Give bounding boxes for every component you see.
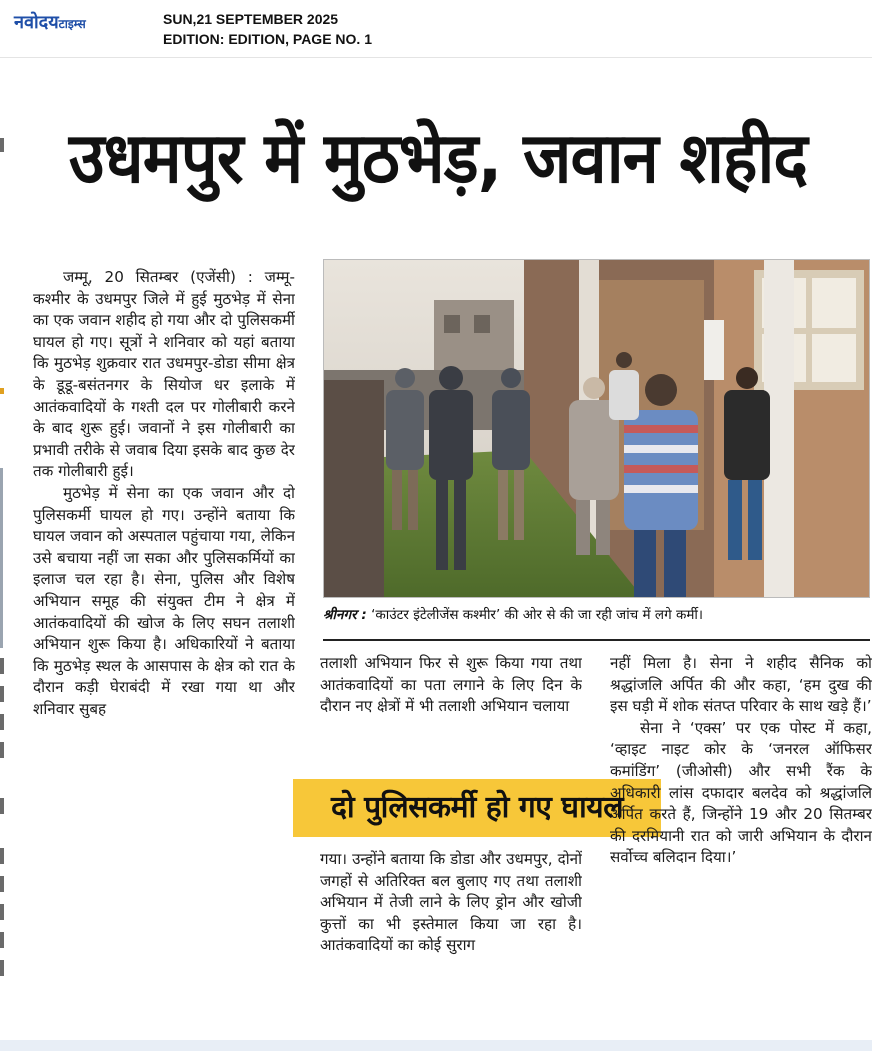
- edge-mark: [0, 686, 4, 702]
- article-column-1: [33, 267, 295, 1007]
- caption-text: ‘काउंटर इंटेलीजेंस कश्मीर’ की ओर से की जा रही जांच में लगे कर्मी।: [366, 607, 704, 623]
- paragraph-4: सेना ने ‘एक्स’ पर एक पोस्ट में कहा, ‘व्हाइट नाइट कोर के ‘जनरल ऑफिसर कमांडिंग’ (जीओसी) और सभी रैंक के अधिकारी लांस दफादार बलदेव को श्रद्धांजलि अर्पित करते हैं, जिन्होंने 19 और 20 सितम्बर की दरमियानी रात को जारी अभियान के दौरान सर्वोच्च बलिदान दिया।’: [610, 718, 872, 867]
- edge-mark: [0, 468, 3, 648]
- caption-place: श्रीनगर :: [323, 607, 367, 623]
- newspaper-logo[interactable]: [14, 10, 86, 34]
- bottom-strip: [0, 1040, 872, 1051]
- logo-text: नवोदय: [14, 12, 59, 33]
- photo-illustration: [324, 260, 870, 598]
- masthead-bar: [0, 0, 872, 58]
- adjacent-article-edge: [0, 58, 6, 1051]
- article-column-2-bottom: गया। उन्होंने बताया कि डोडा और उधमपुर, दोनों जगहों से अतिरिक्त बल बुलाए गए तथा तलाशी अभियान में तेजी लाने के लिए ड्रोन और खोजी कुत्तों का भी इस्तेमाल किया जा रहा है। आतंकवादियों का कोई सुराग: [320, 850, 582, 955]
- edge-mark: [0, 960, 4, 976]
- edge-mark: [0, 798, 4, 814]
- news-photo[interactable]: [323, 259, 870, 598]
- paragraph-1: जम्मू, 20 सितम्बर (एजेंसी) : जम्मू-कश्मीर के उधमपुर जिले में हुई मुठभेड़ में सेना का एक जवान शहीद हो गया और दो पुलिसकर्मी घायल हो गए। सूत्रों ने शनिवार को यहां बताया कि मुठभेड़ शुक्रवार रात उधमपुर-डोडा सीमा क्षेत्र के डूडू-बसंतनगर के सियोज धर इलाके में आतंकवादियों के गश्ती दल पर गोलीबारी करने के बाद शुरू हुई। जवानों ने इस गोलीबारी का प्रभावी तरीके से जवाब दिया इसके बाद कुछ देर तक गोलीबारी हुई।: [33, 268, 295, 481]
- edition-info: [163, 9, 372, 49]
- edge-mark: [0, 932, 4, 948]
- article-column-2-top: तलाशी अभियान फिर से शुरू किया गया तथा आतंकवादियों का पता लगाने के लिए दिन के दौरान नए क्षेत्रों में भी तलाशी अभियान चलाया: [320, 654, 582, 716]
- article-headline: उधमपुर में मुठभेड़, जवान शहीद: [68, 117, 808, 199]
- edition-line: EDITION: EDITION, PAGE NO. 1: [163, 31, 372, 47]
- caption-divider: [323, 639, 870, 641]
- edge-mark: [0, 658, 4, 674]
- article-column-3: [610, 653, 872, 1013]
- edge-mark: [0, 388, 4, 394]
- paragraph-3: नहीं मिला है। सेना ने शहीद सैनिक को श्रद्धांजलि अर्पित की और कहा, ‘हम दुख की इस घड़ी में शोक संतप्त परिवार के साथ खड़े हैं।’: [610, 654, 872, 716]
- logo-subtext: टाइम्स: [58, 17, 86, 31]
- edge-mark: [0, 714, 4, 730]
- photo-caption: [323, 605, 870, 625]
- edge-mark: [0, 876, 4, 892]
- edge-mark: [0, 138, 4, 152]
- edge-mark: [0, 848, 4, 864]
- paragraph-2: मुठभेड़ में सेना का एक जवान और दो पुलिसकर्मी घायल हो गए। उन्होंने बताया कि घायल जवान को अस्पताल पहुंचाया गया, लेकिन उसे बचाया नहीं जा सका और पुलिसकर्मियों का इलाज चल रहा है। सेना, पुलिस और विशेष अभियान समूह की संयुक्त टीम ने क्षेत्र में आतंकवादियों की खोज के लिए सघन तलाशी अभियान शुरू किया है। अधिकारियों ने बताया कि मुठभेड़ स्थल के आसपास के क्षेत्र को रात के दौरान कड़ी घेराबंदी में रखा गया था और शनिवार सुबह: [33, 483, 295, 718]
- edge-mark: [0, 742, 4, 758]
- edge-mark: [0, 904, 4, 920]
- date-line: SUN,21 SEPTEMBER 2025: [163, 11, 339, 27]
- sub-heading: दो पुलिसकर्मी हो गए घायल: [293, 779, 661, 837]
